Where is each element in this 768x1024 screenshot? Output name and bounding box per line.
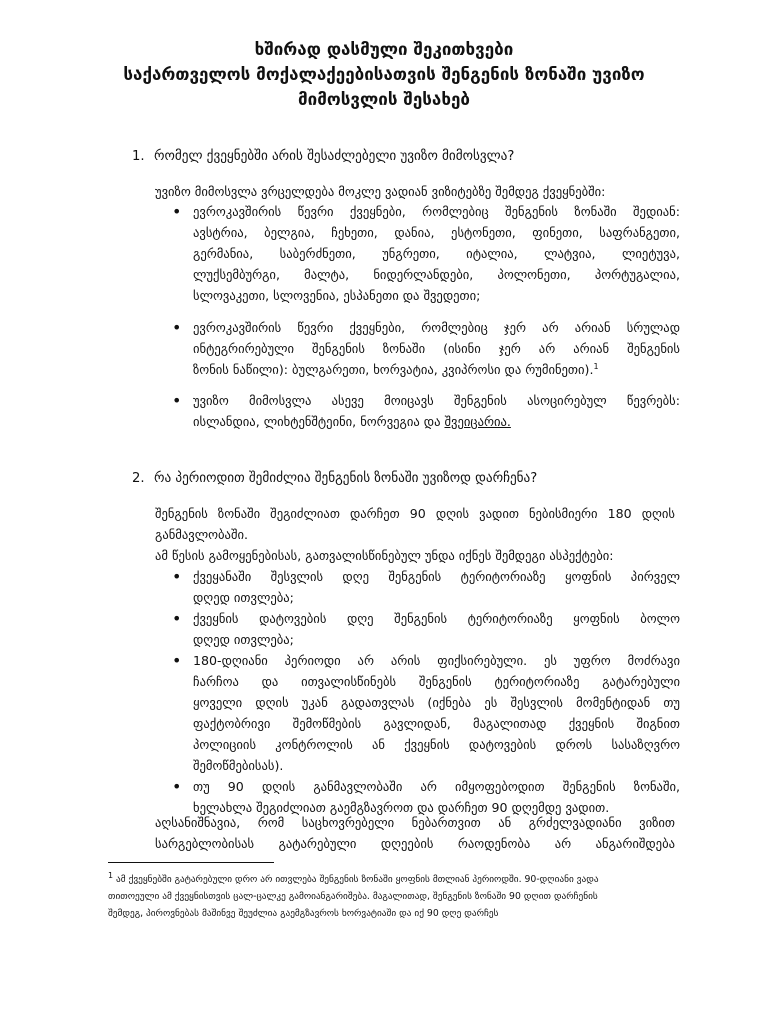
list-line: ინტეგრირებული შენგენის ზონაში (ისინი ჯერ არ არიან შენგენის <box>193 341 680 356</box>
list-line: დღედ ითვლება; <box>193 590 294 605</box>
list-item <box>170 390 680 432</box>
question-1-list-a <box>170 201 680 306</box>
list-line-text: ზონის ნაწილი): ბულგარეთი, ხორვატია, კვიპროსი და რუმინეთი). <box>193 362 594 377</box>
title-line-3: მიმოსვლის შესახებ <box>298 90 470 110</box>
list-line: პოლიციის კონტროლის ან ქვეყნის დატოვების დროს სასაზღვრო <box>193 737 680 752</box>
footnote-reference[interactable]: 1 <box>593 361 599 371</box>
question-2-list <box>170 566 680 818</box>
paragraph-line: უვიზო მიმოსვლა ვრცელდება მოკლე ვადიან ვიზიტებზე შემდეგ ქვეყნებში: <box>155 184 606 199</box>
footnote-text: ამ ქვეყნებში გატარებული დრო არ ითვლება შენგენის ზონაში ყოფნის მთლიან პერიოდში. 90-დღიანი ვადა <box>113 874 599 885</box>
closing-paragraph <box>155 812 675 854</box>
underlined-country: შვეიცარია. <box>444 414 511 429</box>
list-item <box>170 201 680 306</box>
list-item <box>170 608 680 650</box>
list-line <box>193 359 680 380</box>
list-line: ავსტრია, ბელგია, ჩეხეთი, დანია, ესტონეთი, ფინეთი, საფრანგეთი, <box>193 225 680 240</box>
footnote-line <box>108 871 668 888</box>
question-2-number: 2. <box>132 471 145 486</box>
list-line: შემოწმებისას). <box>193 758 284 773</box>
list-item <box>170 650 680 776</box>
list-line: ლუქსემბურგი, მალტა, ნიდერლანდები, პოლონეთი, პორტუგალია, <box>193 267 680 282</box>
list-line: • ევროკავშირის წევრი ქვეყნები, რომლებიც ჯერ არ არიან სრულად <box>193 320 680 335</box>
footnote <box>108 871 668 922</box>
list-line: • ქვეყნის დატოვების დღე შენგენის ტერიტორიაზე ყოფნის ბოლო <box>193 611 680 626</box>
list-line <box>193 411 680 432</box>
question-1-text: რომელ ქვეყნებში არის შესაძლებელი უვიზო მიმოსვლა? <box>154 149 515 164</box>
question-1-list-b <box>170 317 680 380</box>
list-line: ხელახლა შეგიძლიათ გაემგზავროთ და დარჩეთ 90 დღემდე ვადით. <box>193 800 610 815</box>
paragraph-line: შენგენის ზონაში შეგიძლიათ დარჩეთ 90 დღის ვადით ნებისმიერი 180 დღის <box>155 506 675 521</box>
paragraph-line: განმავლობაში. <box>155 527 248 542</box>
list-line: • თუ 90 დღის განმავლობაში არ იმყოფებოდით შენგენის ზონაში, <box>193 779 680 794</box>
list-item <box>170 566 680 608</box>
list-line: ფაქტობრივი შემოწმების გავლიდან, მაგალითად ქვეყნის შიგნით <box>193 716 680 731</box>
list-line: დღედ ითვლება; <box>193 632 294 647</box>
paragraph-line: აღსანიშნავია, რომ საცხოვრებელი ნებართვით ან გრძელვადიანი ვიზით <box>155 815 675 830</box>
list-line: ჩარჩოა და ითვალისწინებს შენგენის ტერიტორიაზე გატარებული <box>193 674 680 689</box>
list-line: ყოველი დღის უკან გადათვლას (იქნება ეს შესვლის მომენტიდან თუ <box>193 695 680 710</box>
footnote-line: შემდეგ, პიროვნებას მაშინვე შეუძლია გაემგზავროს ხორვატიაში და იქ 90 დღე დარჩეს <box>108 908 499 919</box>
list-item <box>170 317 680 380</box>
list-line: • ქვეყანაში შესვლის დღე შენგენის ტერიტორიაზე ყოფნის პირველ <box>193 569 680 584</box>
title-line-2: საქართველოს მოქალაქეებისათვის შენგენის ზონაში უვიზო <box>123 65 645 85</box>
question-1-intro <box>155 181 675 202</box>
paragraph-line: სარგებლობისას გატარებული დღეების რაოდენობა არ ანგარიშდება <box>155 836 675 851</box>
footnote-marker: 1 <box>108 870 114 880</box>
list-line: • ევროკავშირის წევრი ქვეყნები, რომლებიც შენგენის ზონაში შედიან: <box>193 204 680 219</box>
footnote-line: თითოეული ამ ქვეყნისთვის ცალ-ცალკე გამოიანგარიშება. მაგალითად, შენგენის ზონაში 90 დღით დარჩენის <box>108 891 598 902</box>
list-line: გერმანია, საბერძნეთი, უნგრეთი, იტალია, ლატვია, ლიეტუვა, <box>193 246 680 261</box>
list-line: • უვიზო მიმოსვლა ასევე მოიცავს შენგენის ასოცირებულ წევრებს: <box>193 393 680 408</box>
list-line: • 180-დღიანი პერიოდი არ არის ფიქსირებული. ეს უფრო მოძრავი <box>193 653 680 668</box>
question-1-number: 1. <box>132 149 145 164</box>
document-title <box>90 38 678 113</box>
question-2-intro <box>155 503 675 566</box>
title-line-1: ხშირად დასმული შეკითხვები <box>254 40 514 60</box>
footnote-divider <box>108 862 274 863</box>
paragraph-line: ამ წესის გამოყენებისას, გათვალისწინებულ უნდა იქნეს შემდეგი ასპექტები: <box>155 548 614 563</box>
question-2-text: რა პერიოდით შემიძლია შენგენის ზონაში უვიზოდ დარჩენა? <box>154 471 538 486</box>
list-line: სლოვაკეთი, სლოვენია, ესპანეთი და შვედეთი; <box>193 288 481 303</box>
list-line-text: ისლანდია, ლიხტენშტეინი, ნორვეგია და <box>193 414 445 429</box>
question-1-list-c <box>170 390 680 432</box>
